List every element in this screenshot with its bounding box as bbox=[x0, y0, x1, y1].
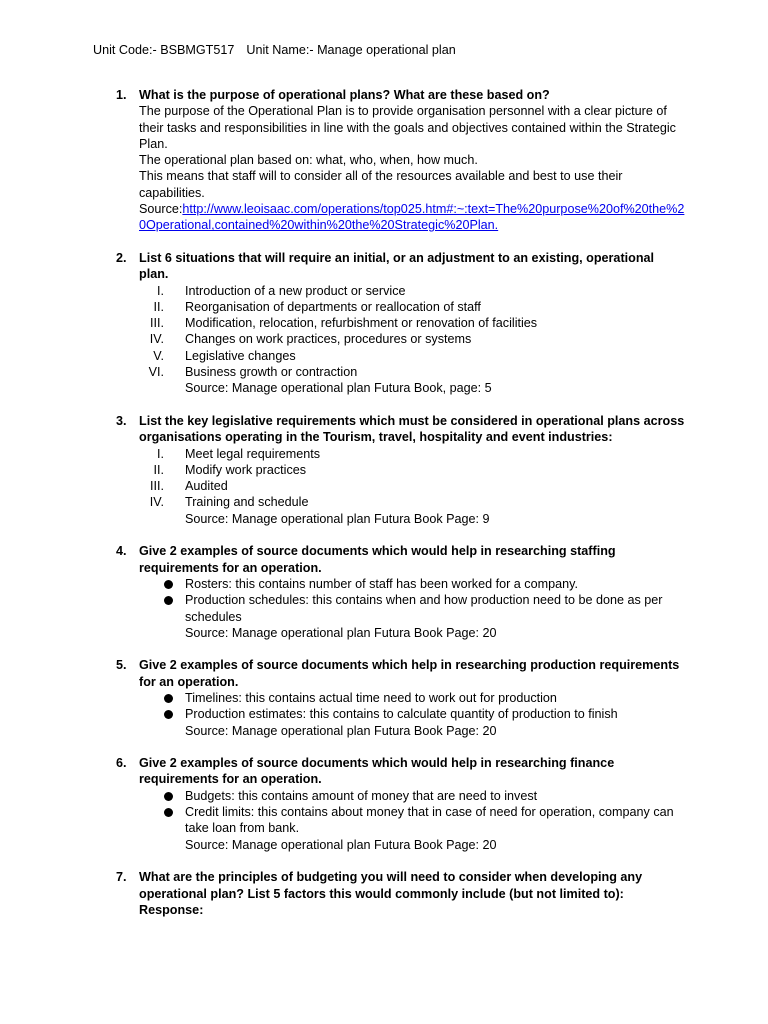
list-item-text: Legislative changes bbox=[185, 348, 296, 363]
list-item-text: Reorganisation of departments or reallocation of staff bbox=[185, 299, 481, 314]
question-title: What is the purpose of operational plans? What are these based on? bbox=[139, 88, 550, 102]
list-item-text: Modify work practices bbox=[185, 462, 307, 477]
question-title: Give 2 examples of source documents which would help in researching finance requirements for an operation. bbox=[139, 756, 615, 787]
list-item bbox=[139, 788, 686, 804]
list-marker: IV. bbox=[149, 332, 164, 347]
list-marker: VI. bbox=[148, 365, 164, 380]
list-item-text: Production schedules: this contains when and how production need to be done as per schedules bbox=[185, 593, 663, 624]
question-7 bbox=[116, 869, 686, 918]
question-title: List the key legislative requirements which must be considered in operational plans across organisations operating in the Tourism, travel, hospitality and event industries: bbox=[139, 413, 685, 445]
list-item bbox=[139, 592, 686, 625]
list-item bbox=[139, 462, 686, 478]
list-item bbox=[139, 348, 686, 364]
list-item-text: Budgets: this contains amount of money that are need to invest bbox=[185, 788, 538, 803]
answer-source: Source: Manage operational plan Futura Book Page: 20 bbox=[185, 625, 497, 640]
bullet-list bbox=[139, 690, 686, 723]
list-item bbox=[139, 446, 686, 462]
list-item-text: Production estimates: this contains to calculate quantity of production to finish bbox=[185, 707, 618, 722]
source-label: Source: bbox=[139, 202, 183, 217]
answer-source: Source: Manage operational plan Futura Book Page: 9 bbox=[185, 511, 490, 526]
question-number: 6. bbox=[116, 756, 127, 771]
question-number: 1. bbox=[116, 88, 127, 102]
list-item bbox=[139, 494, 686, 510]
response-label: Response: bbox=[139, 902, 204, 917]
question-title: Give 2 examples of source documents which help in researching production requirements for an operation. bbox=[139, 658, 680, 689]
list-item-text: Training and schedule bbox=[185, 495, 309, 510]
document-header bbox=[93, 42, 456, 58]
list-marker: II. bbox=[153, 299, 164, 314]
answer-paragraph: The purpose of the Operational Plan is to provide organisation personnel with a clear picture of their tasks and responsibilities in line with the goals and objectives contained within the Strategic Plan. bbox=[139, 104, 676, 151]
list-item bbox=[139, 299, 686, 315]
list-item-text: Meet legal requirements bbox=[185, 446, 321, 461]
answer-paragraph: The operational plan based on: what, who, when, how much. bbox=[139, 153, 478, 168]
question-2 bbox=[116, 250, 686, 397]
question-5 bbox=[116, 657, 686, 738]
list-marker: I. bbox=[157, 446, 164, 461]
answer-source: Source: Manage operational plan Futura Book Page: 20 bbox=[185, 837, 497, 852]
list-item bbox=[139, 706, 686, 722]
list-item-text: Changes on work practices, procedures or systems bbox=[185, 332, 472, 347]
list-item bbox=[139, 283, 686, 299]
answer-source: Source: Manage operational plan Futura Book, page: 5 bbox=[185, 381, 492, 396]
list-item-text: Audited bbox=[185, 479, 228, 494]
list-marker: III. bbox=[150, 479, 164, 494]
question-3 bbox=[116, 413, 686, 527]
bullet-icon bbox=[164, 792, 173, 801]
bullet-list bbox=[139, 576, 686, 625]
answer bbox=[139, 103, 686, 233]
bullet-icon bbox=[164, 596, 173, 605]
list-item-text: Credit limits: this contains about money that in case of need for operation, company can take loan from bank. bbox=[185, 805, 674, 836]
question-number: 7. bbox=[116, 870, 127, 885]
question-list bbox=[116, 87, 686, 934]
question-number: 2. bbox=[116, 250, 127, 265]
question-number: 4. bbox=[116, 544, 127, 559]
list-marker: V. bbox=[153, 348, 164, 363]
roman-list bbox=[139, 283, 686, 381]
answer-source bbox=[139, 201, 686, 234]
list-item bbox=[139, 364, 686, 380]
question-title: What are the principles of budgeting you will need to consider when developing any operational plan? List 5 factors this would commonly include (but not limited to): bbox=[139, 870, 643, 901]
answer-paragraph: This means that staff will to consider all of the resources available and best to use their capabilities. bbox=[139, 169, 623, 200]
question-6 bbox=[116, 755, 686, 853]
answer-source: Source: Manage operational plan Futura Book Page: 20 bbox=[185, 723, 497, 738]
list-item bbox=[139, 478, 686, 494]
question-title: List 6 situations that will require an initial, or an adjustment to an existing, operational plan. bbox=[139, 250, 655, 282]
list-marker: III. bbox=[150, 316, 164, 331]
list-item bbox=[139, 576, 686, 592]
question-4 bbox=[116, 543, 686, 641]
question-title: Give 2 examples of source documents which would help in researching staffing requirements for an operation. bbox=[139, 544, 616, 575]
roman-list bbox=[139, 446, 686, 511]
unit-name: Unit Name:- Manage operational plan bbox=[246, 43, 456, 57]
question-1 bbox=[116, 87, 686, 234]
bullet-list bbox=[139, 788, 686, 837]
list-marker: II. bbox=[153, 462, 164, 477]
unit-code: Unit Code:- BSBMGT517 bbox=[93, 43, 235, 57]
source-link[interactable]: http://www.leoisaac.com/operations/top025.htm#:~:text=The%20purpose%20of%20the%20Operational,contained%20within%20the%20Strategic%20Plan. bbox=[139, 202, 685, 233]
list-item-text: Introduction of a new product or service bbox=[185, 283, 406, 298]
bullet-icon bbox=[164, 710, 173, 719]
question-number: 5. bbox=[116, 658, 127, 673]
list-item bbox=[139, 804, 686, 837]
list-item-text: Timelines: this contains actual time need to work out for production bbox=[185, 690, 557, 705]
list-item-text: Rosters: this contains number of staff has been worked for a company. bbox=[185, 576, 578, 591]
bullet-icon bbox=[164, 694, 173, 703]
list-item-text: Modification, relocation, refurbishment or renovation of facilities bbox=[185, 316, 538, 331]
list-item bbox=[139, 315, 686, 331]
bullet-icon bbox=[164, 808, 173, 817]
list-item bbox=[139, 690, 686, 706]
list-item bbox=[139, 331, 686, 347]
list-marker: IV. bbox=[149, 495, 164, 510]
list-marker: I. bbox=[157, 283, 164, 298]
question-number: 3. bbox=[116, 413, 127, 428]
list-item-text: Business growth or contraction bbox=[185, 365, 358, 380]
bullet-icon bbox=[164, 580, 173, 589]
